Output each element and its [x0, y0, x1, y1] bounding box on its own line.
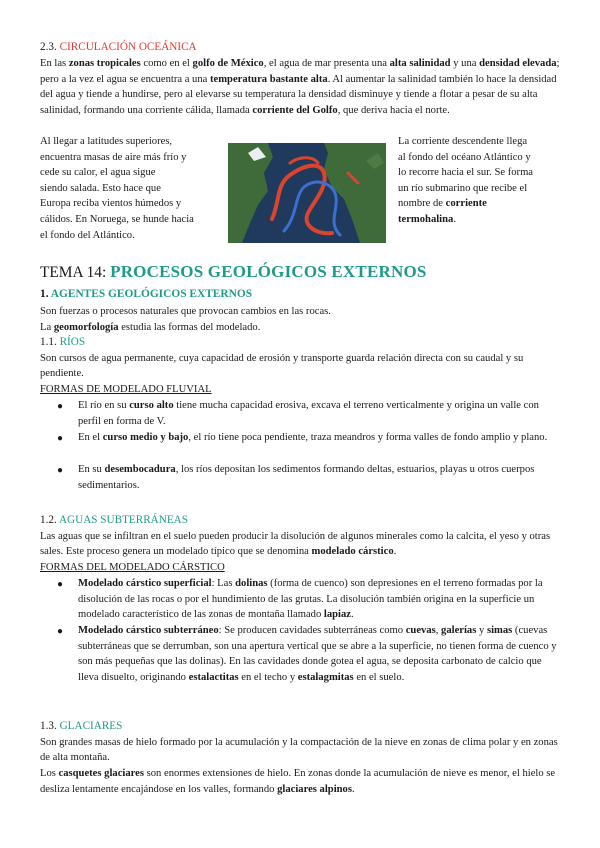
- right-line-text: nombre de: [398, 198, 446, 210]
- agentes-title: AGENTES GEOLÓGICOS EXTERNOS: [50, 288, 253, 300]
- text-run: y: [476, 625, 487, 636]
- right-line: al fondo del océano Atlántico y: [398, 151, 531, 163]
- aguas-post: .: [393, 546, 397, 558]
- bold-run: curso alto: [129, 400, 174, 411]
- bullet-dot: ●: [57, 401, 64, 412]
- text-run: (forma de cuenco) son depresiones en el terreno formadas por la disolución de las rocas o por el hundimiento de las grutas. La disolución también origina en la superficie un modelado característico de las zonas de montaña llamado: [78, 578, 543, 621]
- glaciares-title: GLACIARES: [59, 720, 123, 732]
- rios-number: 1.1.: [40, 336, 60, 348]
- bold-run: zonas tropicales: [68, 58, 141, 69]
- text-run: en el techo y: [238, 671, 298, 683]
- bold-run: estalagmitas: [297, 671, 354, 683]
- rios-bullet-3: [78, 462, 564, 493]
- modelado-carstico-bold: modelado cárstico: [311, 546, 394, 558]
- glaciares-paragraph-1: Son grandes masas de hielo formado por la acumulación y la compactación de la nieve en zonas de clima polar y en zonas de alta montaña.: [40, 736, 558, 764]
- text-run: .: [351, 609, 354, 621]
- heading-circulacion: [40, 40, 197, 55]
- bold-run: glaciares alpinos: [277, 783, 352, 795]
- bold-run: densidad elevada: [479, 58, 557, 69]
- formas-fluvial-title: FORMAS DE MODELADO FLUVIAL: [40, 384, 212, 395]
- heading-number: 2.3.: [40, 41, 60, 53]
- bold-run: cuevas: [405, 625, 436, 636]
- bullet-dot: ●: [57, 465, 64, 476]
- text-run: como en el: [140, 58, 193, 69]
- rios-bullet-2: [78, 430, 564, 446]
- heading-glaciares: [40, 719, 122, 734]
- text-run: : Las: [211, 578, 236, 589]
- termohalina-bold-1: corriente: [445, 198, 487, 210]
- bullet-dot: ●: [57, 626, 64, 637]
- termohalina-bold-2: termohalina: [398, 214, 454, 225]
- bold-run: temperatura bastante alta: [210, 73, 328, 85]
- heading-aguas: [40, 513, 188, 528]
- text-run: En su: [78, 464, 105, 475]
- text-run: , el agua de mar presenta una: [263, 58, 390, 69]
- left-line: el fondo del Atlántico.: [40, 229, 135, 241]
- left-line: Al llegar a latitudes superiores,: [40, 136, 173, 147]
- left-line: siendo salada. Esto hace que: [40, 182, 161, 194]
- bold-run: Modelado cárstico superficial: [78, 578, 212, 589]
- bold-run: corriente del Golfo: [252, 104, 338, 116]
- heading-title: CIRCULACIÓN OCEÁNICA: [59, 41, 197, 53]
- right-line-termohalina-pre: [398, 196, 568, 212]
- bold-run: dolinas: [235, 578, 268, 589]
- formas-carstico-title: FORMAS DEL MODELADO CÁRSTICO: [40, 562, 225, 573]
- rios-bullet-1: [78, 398, 564, 429]
- bold-run: desembocadura: [104, 464, 176, 475]
- bold-run: lapiaz: [323, 609, 351, 621]
- left-line: cede su calor, el agua sigue: [40, 167, 156, 179]
- text-run: tiene mucha capacidad erosiva, excava el terreno verticalmente y origina un valle con perfil en forma de V.: [78, 400, 539, 427]
- aguas-title: AGUAS SUBTERRÁNEAS: [58, 514, 188, 526]
- glaciares-number: 1.3.: [40, 720, 60, 732]
- bold-run: galerías: [441, 625, 477, 636]
- right-line-termohalina: [398, 212, 568, 228]
- aguas-paragraph: [40, 529, 562, 560]
- bold-run: Modelado cárstico subterráneo: [78, 625, 219, 636]
- aguas-number: 1.2.: [40, 514, 59, 526]
- text-run: Los: [40, 768, 59, 779]
- agentes-line-1: Son fuerzas o procesos naturales que provocan cambios en las rocas.: [40, 306, 331, 317]
- text-run: y una: [450, 58, 480, 69]
- text-run: ; pero a la vez el agua se encuentra a una: [40, 58, 560, 85]
- text-run: (cuevas subterráneas que se derrumban, son una apertura vertical que se abre a la superficie, no tienen forma de cuenco y son más pequeñas que las dolinas). En las cavidades donde gotea el agua, se deposita carbonato de calcio que lleva disuelto, originando: [78, 625, 557, 683]
- rios-title: RÍOS: [59, 336, 86, 348]
- text-run: en el suelo.: [353, 671, 405, 683]
- heading-rios: [40, 335, 85, 350]
- heading-agentes: [40, 288, 252, 300]
- termohalina-end: .: [453, 214, 456, 225]
- left-line: encuentra masas de aire más frío y: [40, 151, 187, 163]
- bullet-dot: ●: [57, 433, 64, 444]
- aguas-bullet-1: [78, 576, 564, 623]
- text-run: , los ríos depositan los sedimentos formando deltas, estuarios, playas u otros cuerpos sedimentarios.: [78, 464, 535, 491]
- text-run: El río en su: [78, 400, 130, 411]
- agentes-line-2: [40, 320, 562, 336]
- text-run: : Se producen cavidades subterráneas como: [218, 625, 406, 636]
- agentes-line-2-post: estudia las formas del modelado.: [118, 321, 261, 333]
- geomorfologia-bold: geomorfología: [53, 321, 119, 333]
- bold-run: simas: [486, 625, 513, 636]
- glaciares-paragraph-2: [40, 766, 562, 797]
- text-run: . Al aumentar la salinidad también lo hace la densidad del agua y tiende a hundirse, pero al elevarse su temperatura la densidad disminuye y tiende a flotar a pesar de su alta salinidad, formando una corriente cálida, llamada: [40, 73, 557, 116]
- bold-run: casquetes glaciares: [58, 768, 144, 779]
- left-line: Europa reciba vientos húmedos y: [40, 198, 182, 210]
- aguas-pre: Las aguas que se infiltran en el suelo pueden producir la disolución de algunos minerales como la calcita, el yeso y otras sales. Este proceso genera un modelado típico que se denomina: [40, 530, 551, 558]
- rios-paragraph: Son cursos de agua permanente, cuya capacidad de erosión y transporte guarda relación directa con su caudal y su pendiente.: [40, 352, 524, 380]
- map-svg: [228, 143, 386, 243]
- tema-title: PROCESOS GEOLÓGICOS EXTERNOS: [110, 262, 427, 281]
- text-run: son enormes extensiones de hielo. En zonas donde la acumulación de nieve es menor, el hielo se desliza lentamente encajándose en los valles, formando: [40, 768, 556, 795]
- text-run: En el: [78, 432, 103, 443]
- paragraph-golfo: [40, 56, 562, 118]
- text-run: En las: [40, 58, 69, 69]
- right-line: La corriente descendente llega: [398, 136, 528, 147]
- bullet-dot: ●: [57, 579, 64, 590]
- right-line: lo recorre hacia el sur. Se forma: [398, 167, 534, 179]
- right-line: un río submarino que recibe el: [398, 182, 528, 194]
- tema-heading: [40, 262, 427, 283]
- bold-run: alta salinidad: [389, 58, 451, 69]
- text-run: , el río tiene poca pendiente, traza meandros y forma valles de fondo amplio y plano.: [188, 432, 548, 443]
- bold-run: curso medio y bajo: [102, 432, 189, 443]
- text-run: .: [351, 783, 355, 795]
- agentes-line-2-pre: La: [40, 321, 54, 333]
- aguas-bullet-2: [78, 623, 564, 685]
- ocean-currents-map-icon: [228, 143, 386, 243]
- text-run: , que deriva hacia el norte.: [337, 104, 450, 116]
- agentes-number: 1.: [40, 288, 51, 300]
- left-line: cálidos. En Noruega, se hunde hacia: [40, 214, 194, 225]
- text-run: ,: [435, 625, 442, 636]
- tema-prefix: TEMA 14:: [40, 264, 111, 281]
- bold-run: estalactitas: [188, 671, 239, 683]
- bold-run: golfo de México: [192, 58, 264, 69]
